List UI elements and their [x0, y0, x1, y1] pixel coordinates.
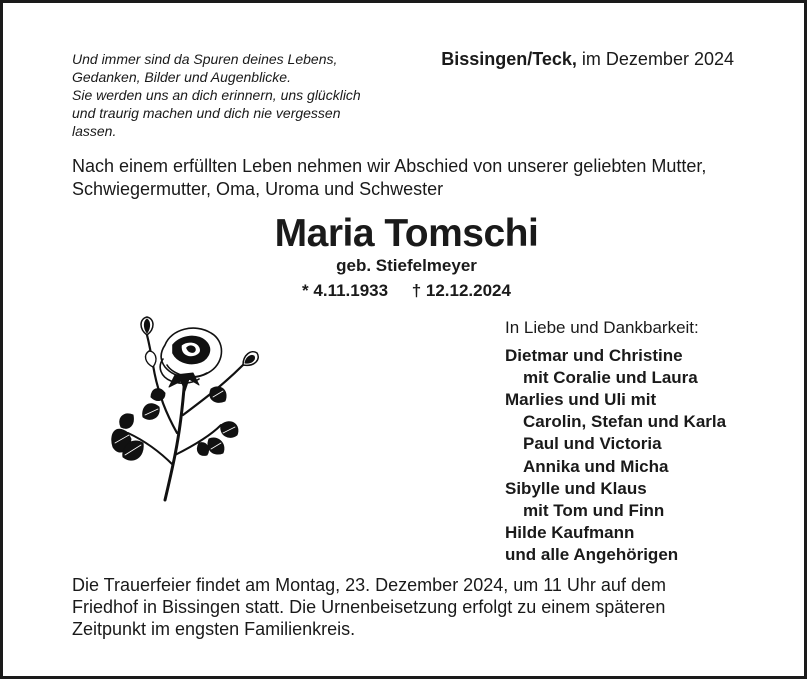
family-list [505, 317, 726, 566]
poem-line: Und immer sind da Spuren deines Lebens, [72, 51, 338, 67]
poem-line: lassen. [72, 123, 117, 139]
family-line: Carolin, Stefan und Karla [523, 412, 727, 432]
birth-name: geb. Stiefelmeyer [336, 256, 477, 275]
family-line: Dietmar und Christine [505, 346, 683, 366]
deceased-name: Maria Tomschi [274, 212, 539, 255]
family-line: Marlies und Uli mit [505, 390, 657, 410]
intro-line: Schwiegermutter, Oma, Uroma und Schwester [72, 179, 444, 199]
family-line: mit Tom und Finn [523, 500, 665, 520]
family-line: Sibylle und Klaus [505, 478, 647, 498]
footer-line: Die Trauerfeier findet am Montag, 23. Dezember 2024, um 11 Uhr auf dem [72, 575, 666, 595]
poem-line: Sie werden uns an dich erinnern, uns glücklich [72, 87, 361, 103]
funeral-info [72, 574, 666, 640]
intro-line: Nach einem erfüllten Leben nehmen wir Abschied von unserer geliebten Mutter, [72, 156, 707, 176]
date: im Dezember 2024 [576, 49, 734, 69]
footer-line: Friedhof in Bissingen statt. Die Urnenbeisetzung erfolgt zu einem späteren [72, 597, 666, 617]
place: Bissingen/Teck, [441, 49, 577, 69]
family-heading: In Liebe und Dankbarkeit: [505, 318, 699, 337]
poem-line: Gedanken, Bilder und Augenblicke. [72, 69, 291, 85]
family-line: Annika und Micha [523, 456, 669, 476]
footer-line: Zeitpunkt im engsten Familienkreis. [72, 619, 356, 639]
family-line: mit Coralie und Laura [523, 368, 698, 388]
family-line: und alle Angehörigen [505, 544, 679, 564]
intro-text [72, 155, 706, 201]
rose-icon [103, 315, 273, 505]
poem-line: und traurig machen und dich nie vergessen [72, 105, 341, 121]
life-dates: * 4.11.1933 † 12.12.2024 [302, 281, 511, 300]
memorial-poem [72, 50, 402, 140]
place-and-date [441, 48, 734, 70]
family-line: Paul und Victoria [523, 434, 662, 454]
family-line: Hilde Kaufmann [505, 522, 635, 542]
